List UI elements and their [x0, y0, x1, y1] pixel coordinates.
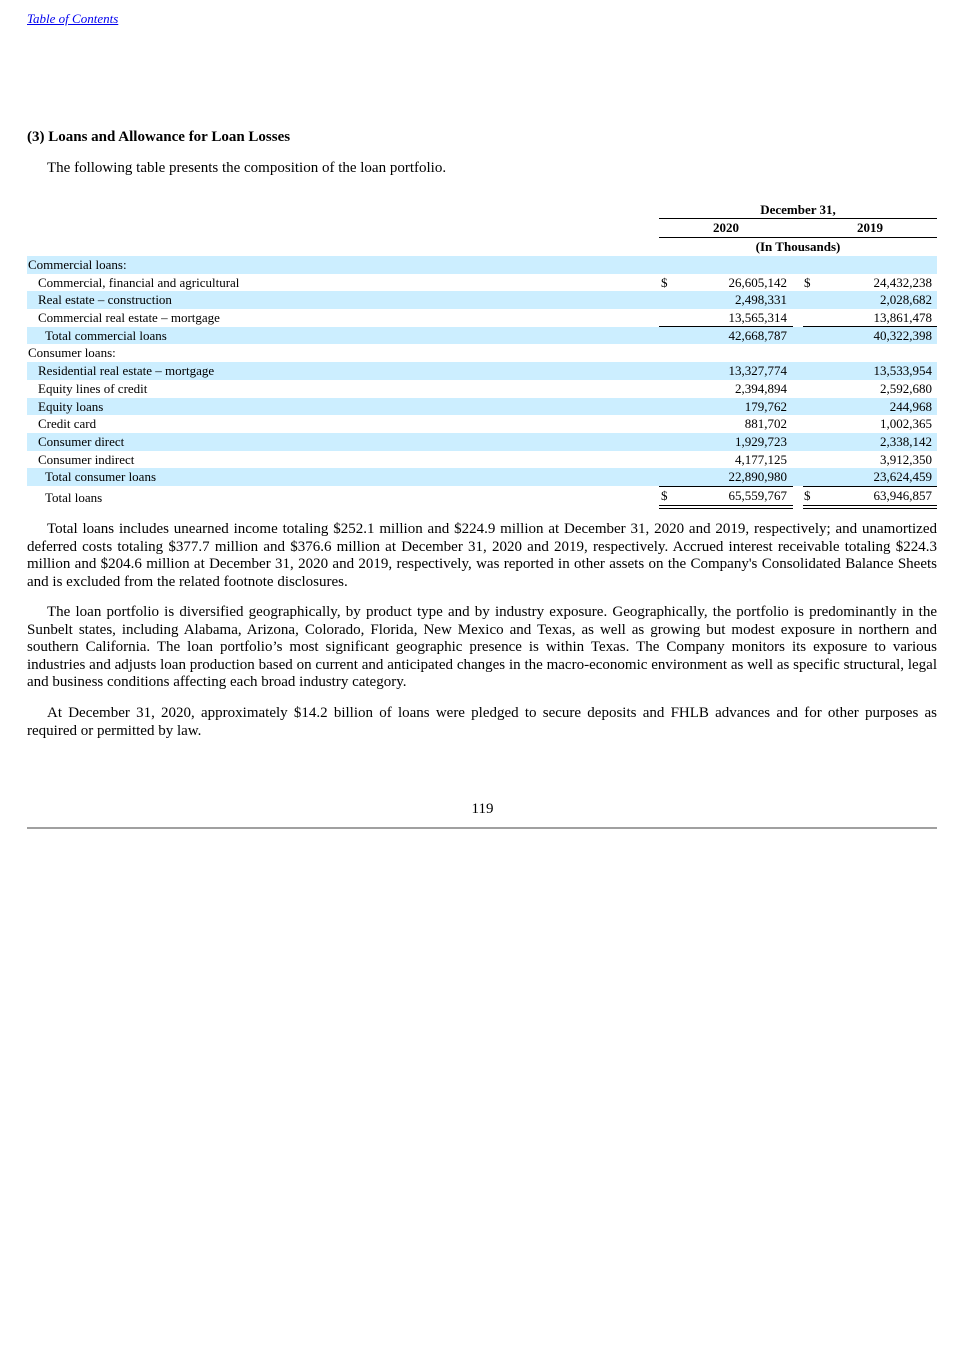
- row-label: Total loans: [45, 489, 103, 505]
- footer-divider: [27, 827, 937, 829]
- value-2019: 2,592,680: [880, 380, 932, 396]
- value-2019: 24,432,238: [873, 274, 932, 290]
- value-2020: 13,327,774: [728, 363, 787, 379]
- value-2020: 65,559,767: [728, 487, 787, 503]
- row-label: Consumer direct: [38, 433, 125, 449]
- loan-portfolio-table: [27, 200, 937, 506]
- units-header: (In Thousands): [755, 239, 841, 254]
- row-label: Equity lines of credit: [38, 380, 148, 396]
- row-label: Commercial real estate – mortgage: [38, 310, 220, 326]
- value-2019: 2,338,142: [880, 433, 932, 449]
- table-row: [27, 415, 937, 433]
- row-label: Equity loans: [38, 398, 104, 414]
- header-rule: [659, 218, 937, 219]
- grand-total-double-rule: [803, 505, 937, 509]
- row-label: Real estate – construction: [38, 292, 172, 308]
- value-2019: 244,968: [889, 398, 932, 414]
- value-2019: 63,946,857: [873, 487, 932, 503]
- value-2020: 26,605,142: [728, 274, 787, 290]
- currency-symbol: $: [661, 487, 668, 503]
- table-row: [27, 398, 937, 416]
- currency-symbol: $: [804, 487, 811, 503]
- row-label: Consumer indirect: [38, 451, 135, 467]
- value-2019: 1,002,365: [880, 416, 932, 432]
- table-row: [27, 362, 937, 380]
- value-2020: 42,668,787: [728, 327, 787, 343]
- value-2019: 13,861,478: [873, 310, 932, 326]
- value-2020: 2,394,894: [735, 380, 787, 396]
- value-2020: 2,498,331: [735, 292, 787, 308]
- page-number: 119: [471, 801, 494, 817]
- value-2020: 4,177,125: [735, 451, 787, 467]
- table-row: [27, 468, 937, 486]
- period-header: December 31,: [760, 202, 836, 217]
- col-header-2020: 2020: [713, 220, 739, 235]
- row-label: Residential real estate – mortgage: [38, 363, 215, 379]
- value-2019: 40,322,398: [873, 327, 932, 343]
- value-2019: 13,533,954: [873, 363, 932, 379]
- header-rule: [659, 237, 937, 238]
- row-label: Credit card: [38, 416, 97, 432]
- value-2019: 23,624,459: [873, 469, 932, 485]
- row-label: Commercial, financial and agricultural: [38, 274, 240, 290]
- intro-text: The following table presents the composition of the loan portfolio.: [47, 160, 447, 176]
- table-row: [27, 274, 937, 292]
- row-label: Total consumer loans: [45, 469, 157, 485]
- table-row: [27, 327, 937, 345]
- currency-symbol: $: [661, 274, 668, 290]
- value-2020: 179,762: [744, 398, 787, 414]
- value-2020: 1,929,723: [735, 433, 787, 449]
- table-row: [27, 291, 937, 309]
- row-label: Commercial loans:: [28, 257, 127, 272]
- table-header: [27, 200, 937, 256]
- table-row: [27, 256, 937, 274]
- table-row: [27, 309, 937, 327]
- table-row: [27, 451, 937, 469]
- table-of-contents-link[interactable]: Table of Contents: [27, 11, 119, 26]
- table-row: [27, 344, 937, 362]
- value-2020: 22,890,980: [728, 469, 787, 485]
- col-header-2019: 2019: [857, 220, 883, 235]
- row-label: Consumer loans:: [28, 345, 116, 361]
- row-label: Total commercial loans: [45, 327, 167, 343]
- value-2020: 881,702: [744, 416, 787, 432]
- grand-total-double-rule: [659, 505, 793, 509]
- paragraph-pledged-loans: At December 31, 2020, approximately $14.2 billion of loans were pledged to secure deposits and FHLB advances and for other purposes as required or permitted by law.: [27, 705, 937, 739]
- table-row: [27, 486, 937, 506]
- value-2020: 13,565,314: [728, 310, 787, 326]
- paragraph-diversification: The loan portfolio is diversified geographically, by product type and by industry exposure. Geographically, the portfolio is predominantly in the Sunbelt states, including Alabama, Arizona, Colorado, Florida, New Mexico and Texas, as well as growing but modest exposure in northern and southern California. The loan portfolio’s most significant geographic presence is within Texas. The Company monitors its exposure to various industries and adjusts loan production based on current and anticipated changes in the macro-economic environment as well as specific structural, legal and business conditions affecting each broad industry category.: [27, 604, 937, 690]
- section-title: (3) Loans and Allowance for Loan Losses: [27, 129, 291, 145]
- table-row: [27, 380, 937, 398]
- currency-symbol: $: [804, 274, 811, 290]
- value-2019: 3,912,350: [880, 451, 932, 467]
- table-row: [27, 433, 937, 451]
- paragraph-unearned-income: Total loans includes unearned income totaling $252.1 million and $224.9 million at December 31, 2020 and 2019, respectively; and unamortized deferred costs totaling $377.7 million and $376.6 million at December 31, 2020 and 2019, respectively. Accrued interest receivable totaling $224.3 million and $204.6 million at December 31, 2020 and 2019, respectively, was reported in other assets on the Company's Consolidated Balance Sheets and is excluded from the related footnote disclosures.: [27, 521, 937, 590]
- value-2019: 2,028,682: [880, 292, 932, 308]
